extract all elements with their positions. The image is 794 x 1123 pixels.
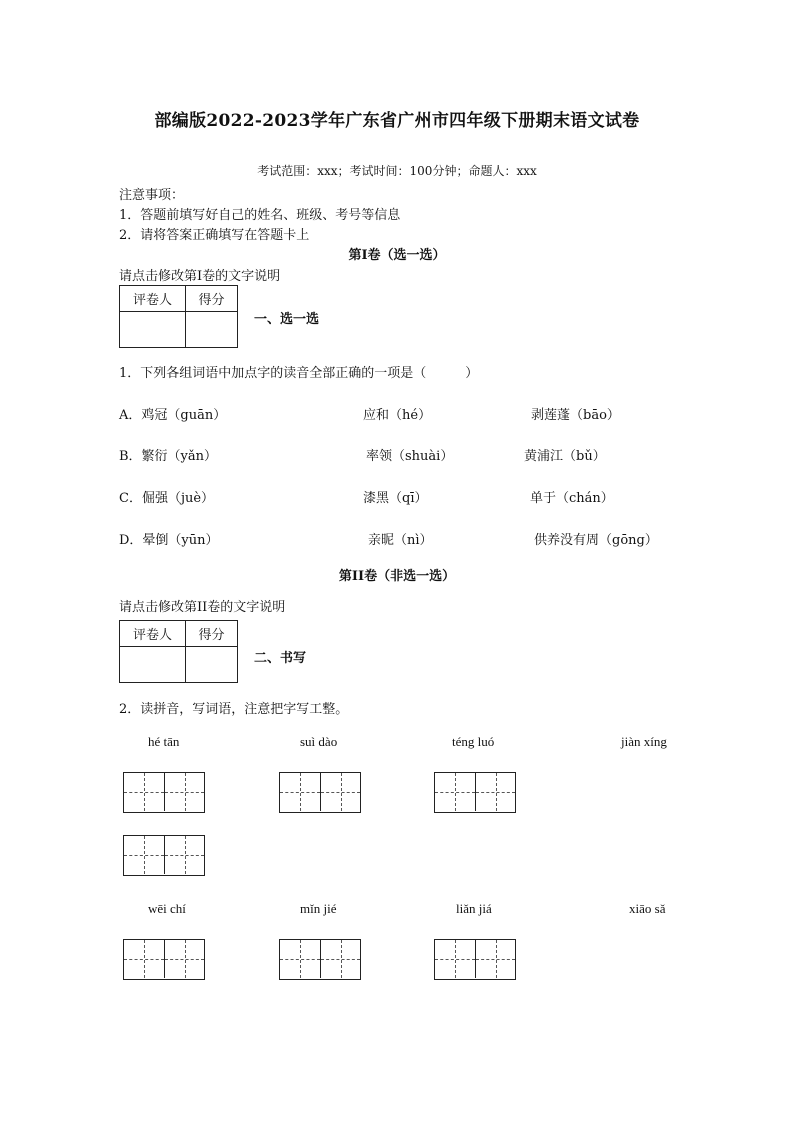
writing-grid[interactable] [123, 772, 205, 813]
writing-grid[interactable] [123, 939, 205, 980]
writing-grid[interactable] [123, 835, 205, 876]
pinyin-label: mǐn jié [300, 901, 337, 916]
pinyin-label: téng luó [452, 734, 495, 749]
page-title: 部编版2022-2023学年广东省广州市四年级下册期末语文试卷 [154, 111, 640, 131]
section1-hint[interactable]: 请点击修改第I卷的文字说明 [119, 269, 281, 284]
writing-grid[interactable] [434, 772, 516, 813]
option-a-2: 应和（hé） [363, 408, 432, 423]
notice-item: 1．答题前填写好自己的姓名、班级、考号等信息 [119, 208, 401, 223]
grader-cell[interactable] [120, 647, 186, 683]
grader-cell[interactable] [120, 312, 186, 348]
pinyin-label: xiāo sǎ [629, 901, 666, 916]
option-c-3: 单于（chán） [530, 491, 614, 506]
score-header: 得分 [186, 286, 238, 312]
pinyin-label: liǎn jiá [456, 901, 492, 916]
option-c-2: 漆黑（qī） [363, 491, 428, 506]
option-a-3: 剥莲蓬（bāo） [531, 408, 620, 423]
option-d-1: D．晕倒（yūn） [119, 533, 219, 548]
option-b-3: 黄浦江（bǔ） [524, 449, 606, 464]
option-c-1: C．倔强（juè） [119, 491, 215, 506]
writing-grid[interactable] [279, 772, 361, 813]
pinyin-label: suì dào [300, 734, 338, 749]
option-b-1: B．繁衍（yǎn） [119, 449, 218, 464]
exam-meta: 考试范围：xxx；考试时间：100分钟；命题人：xxx [257, 164, 537, 178]
section1-title: 第I卷（选一选） [348, 248, 446, 263]
notice-item: 2．请将答案正确填写在答题卡上 [119, 228, 310, 243]
grader-header: 评卷人 [120, 621, 186, 647]
notice-heading: 注意事项： [119, 188, 185, 203]
score-cell[interactable] [186, 312, 238, 348]
score-cell[interactable] [186, 647, 238, 683]
grader-header: 评卷人 [120, 286, 186, 312]
part1-label: 一、选一选 [254, 312, 320, 327]
score-table-1 [119, 285, 238, 348]
question1-stem: 1．下列各组词语中加点字的读音全部正确的一项是（ ） [119, 366, 479, 381]
option-a-1: A．鸡冠（guān） [119, 408, 227, 423]
pinyin-label: hé tān [148, 734, 180, 749]
section2-title: 第II卷（非选一选） [338, 569, 456, 584]
option-d-3: 供养没有周（gōng） [534, 533, 658, 548]
option-d-2: 亲昵（nì） [368, 533, 433, 548]
question2-stem: 2．读拼音，写词语，注意把字写工整。 [119, 702, 349, 717]
score-header: 得分 [186, 621, 238, 647]
writing-grid[interactable] [434, 939, 516, 980]
writing-grid[interactable] [279, 939, 361, 980]
section2-hint[interactable]: 请点击修改第II卷的文字说明 [119, 600, 286, 615]
pinyin-label: wēi chí [148, 901, 186, 916]
option-b-2: 率领（shuài） [366, 449, 454, 464]
part2-label: 二、书写 [254, 651, 307, 666]
score-table-2 [119, 620, 238, 683]
pinyin-label: jiàn xíng [621, 734, 667, 749]
